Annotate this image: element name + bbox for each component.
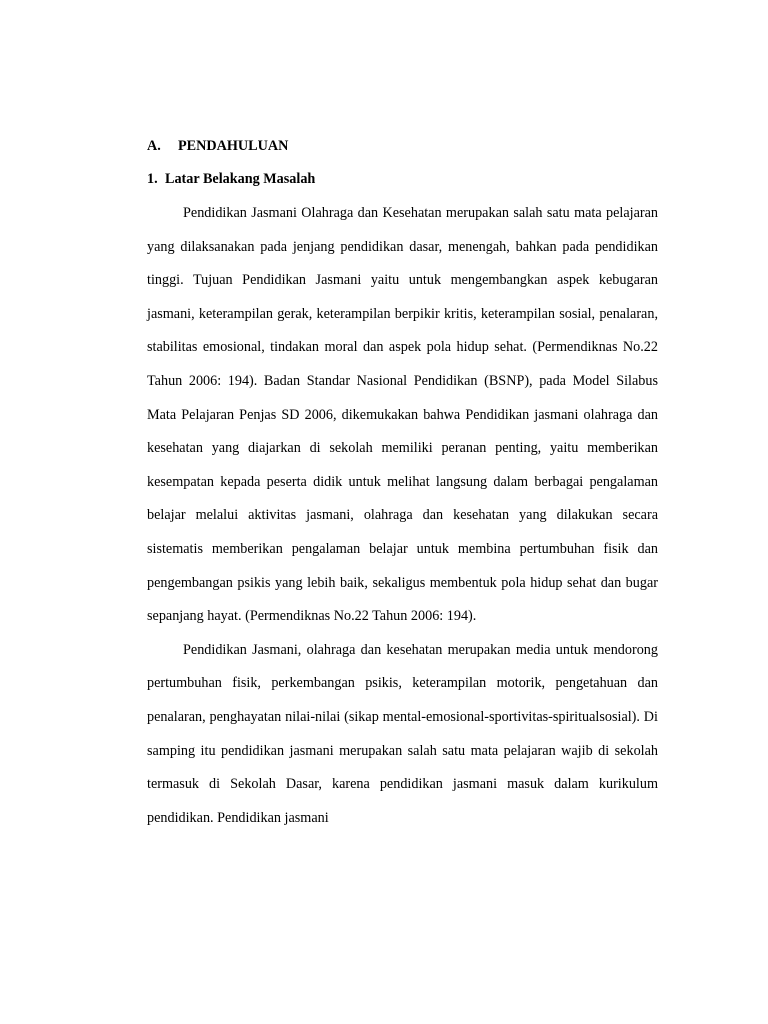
paragraph-2: Pendidikan Jasmani, olahraga dan kesehatan merupakan media untuk mendorong pertumbuhan fisik, perkembangan psikis, keterampilan motorik, pengetahuan dan penalaran, penghayatan nilai-nilai (sikap mental-emosional-sportivitas-spiritualsosial). Di samping itu pendidikan jasmani merupakan salah satu mata pelajaran wajib di sekolah termasuk di Sekolah Dasar, karena pendidikan jasmani masuk dalam kurikulum pendidikan. Pendidikan jasmani xyxy=(147,641,658,826)
subsection-number: 1. xyxy=(147,171,158,187)
body-text xyxy=(147,197,658,835)
section-heading xyxy=(147,138,288,155)
section-title: PENDAHULUAN xyxy=(178,138,289,154)
subsection-heading xyxy=(147,171,315,188)
subsection-title: Latar Belakang Masalah xyxy=(165,171,316,187)
paragraph-1: Pendidikan Jasmani Olahraga dan Kesehatan merupakan salah satu mata pelajaran yang dilaksanakan pada jenjang pendidikan dasar, menengah, bahkan pada pendidikan tinggi. Tujuan Pendidikan Jasmani yaitu untuk mengembangkan aspek kebugaran jasmani, keterampilan gerak, keterampilan berpikir kritis, keterampilan sosial, penalaran, stabilitas emosional, tindakan moral dan aspek pola hidup sehat. (Permendiknas No.22 Tahun 2006: 194). Badan Standar Nasional Pendidikan (BSNP), pada Model Silabus Mata Pelajaran Penjas SD 2006, dikemukakan bahwa Pendidikan jasmani olahraga dan kesehatan yang diajarkan di sekolah memiliki peranan penting, yaitu memberikan kesempatan kepada peserta didik untuk melihat langsung dalam berbagai pengalaman belajar melalui aktivitas jasmani, olahraga dan kesehatan yang dilakukan secara sistematis memberikan pengalaman belajar untuk membina pertumbuhan fisik dan pengembangan psikis yang lebih baik, sekaligus membentuk pola hidup sehat dan bugar sepanjang hayat. (Permendiknas No.22 Tahun 2006: 194). xyxy=(147,205,658,625)
section-number: A. xyxy=(147,138,161,154)
